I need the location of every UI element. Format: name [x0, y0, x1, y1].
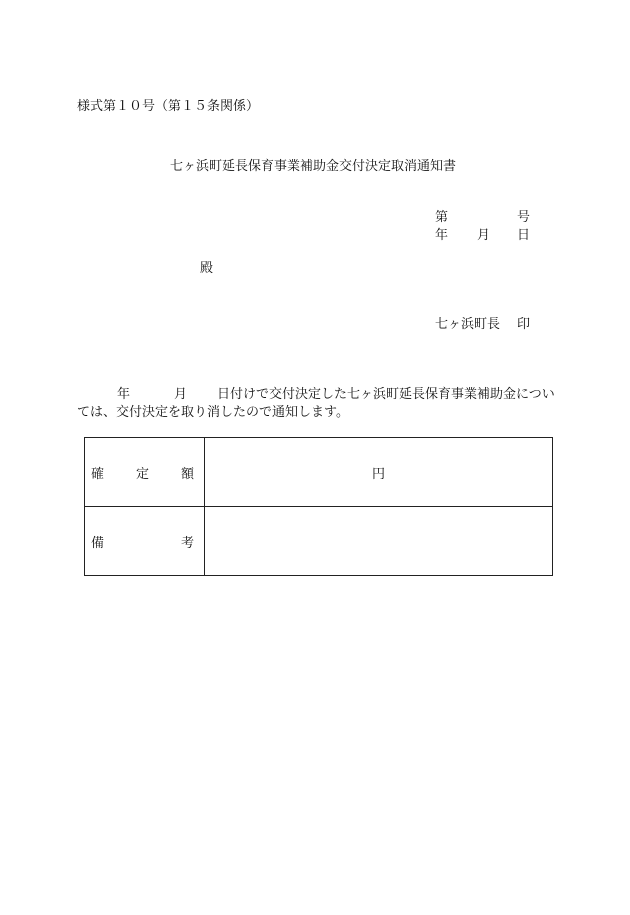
- table-row: [85, 438, 553, 507]
- date-month-label: 月: [477, 228, 491, 243]
- body-year-label: 年: [117, 387, 131, 402]
- label-char: 備: [91, 535, 105, 551]
- label-char: 定: [135, 466, 149, 482]
- issuer-name: 七ヶ浜町長: [435, 317, 501, 332]
- form-number: 様式第１０号（第１５条関係）: [77, 99, 260, 114]
- label-char: 額: [180, 466, 194, 482]
- confirmed-amount-value-cell[interactable]: [205, 438, 553, 507]
- date-day-label: 日: [517, 228, 531, 243]
- label-char: 考: [180, 535, 194, 551]
- seal-mark: 印: [517, 317, 531, 332]
- confirmed-amount-label-cell: [85, 438, 205, 507]
- notice-body: [77, 386, 557, 422]
- addressee-dono: 殿: [200, 261, 214, 276]
- document-title: 七ヶ浜町延長保育事業補助金交付決定取消通知書: [170, 159, 457, 174]
- notice-body-line-1: [77, 386, 557, 404]
- label-char: 確: [91, 466, 105, 482]
- table-row: [85, 507, 553, 576]
- yen-unit: 円: [371, 466, 385, 482]
- amount-table: [84, 437, 553, 576]
- reference-dai-label: 第: [435, 210, 449, 225]
- date-year-label: 年: [435, 228, 449, 243]
- remarks-label-cell: [85, 507, 205, 576]
- body-month-label: 月: [174, 387, 188, 402]
- body-line-1-text: 日付けで交付決定した七ヶ浜町延長保育事業補助金につい: [217, 387, 555, 402]
- reference-go-label: 号: [517, 210, 531, 225]
- notice-body-line-2: ては、交付決定を取り消したので通知します。: [77, 405, 349, 420]
- remarks-value-cell[interactable]: [205, 507, 553, 576]
